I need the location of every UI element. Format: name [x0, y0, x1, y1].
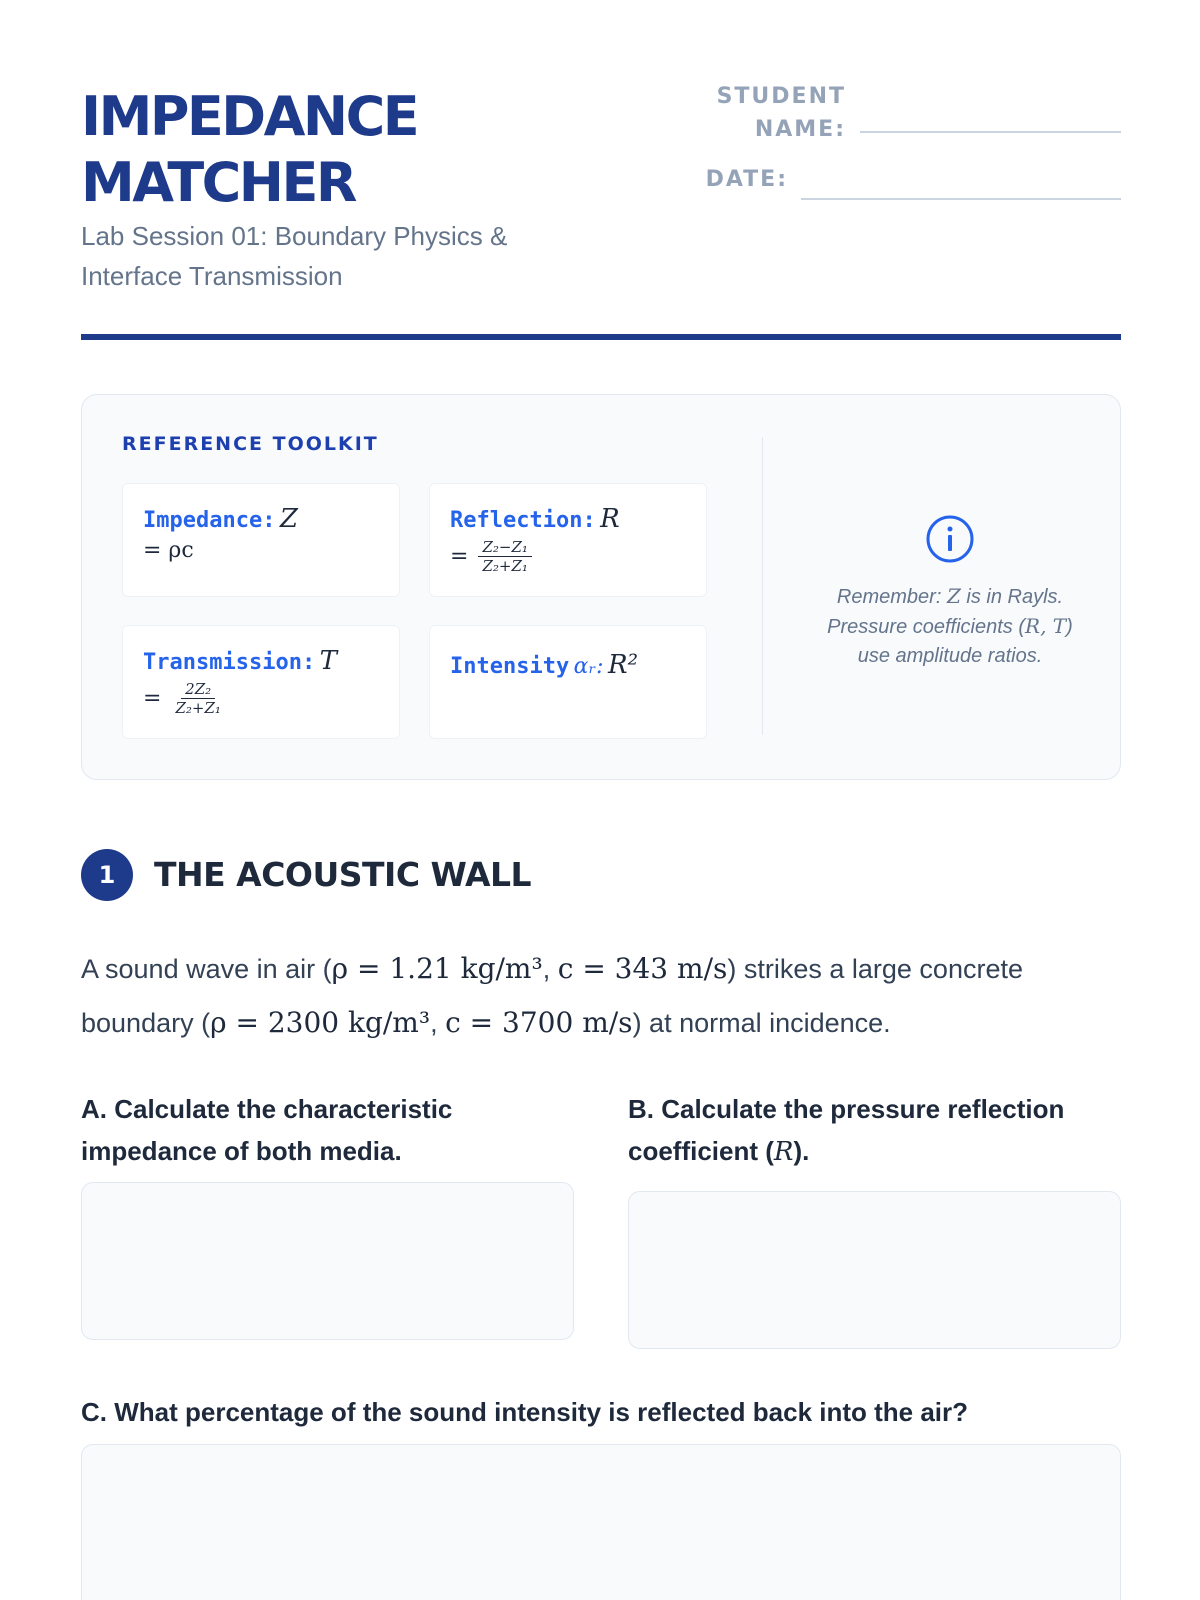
student-name-label [700, 80, 846, 146]
section-title: THE ACOUSTIC WALL [154, 855, 532, 894]
problem-text-2: ) strikes a large concrete boundary ( [81, 954, 1023, 1038]
transmission-fraction [171, 680, 224, 717]
air-density: ρ = 1.21 kg/m³ [331, 952, 543, 985]
question-b-text-1: B. Calculate the pressure reflection coefficient ( [628, 1094, 1065, 1166]
question-c: C. What percentage of the sound intensity is reflected back into the air? [81, 1397, 969, 1427]
toolkit-divider [762, 437, 763, 735]
date-label: DATE: [705, 167, 788, 192]
answer-box-c[interactable] [81, 1444, 1121, 1600]
note-text-1: Remember: [836, 586, 947, 608]
answer-box-a[interactable] [81, 1182, 574, 1340]
student-name-field[interactable] [860, 131, 1121, 133]
reflection-numerator: Z₂−Z₁ [478, 538, 531, 557]
impedance-formula: = ρc [143, 538, 194, 563]
intensity-symbol: R² [608, 650, 639, 680]
transmission-equals: = [143, 686, 162, 711]
problem-text-1: A sound wave in air ( [81, 954, 332, 984]
question-b-symbol: R [773, 1137, 794, 1167]
concrete-density: ρ = 2300 kg/m³ [210, 1006, 431, 1039]
reflection-equals: = [450, 544, 469, 569]
page-title [81, 84, 601, 216]
transmission-denominator: Z₂+Z₁ [175, 699, 221, 717]
impedance-card [122, 483, 400, 597]
question-b [628, 1088, 1098, 1173]
note-text-3: ) use amplitude ratios. [857, 616, 1073, 667]
header-divider [81, 334, 1121, 340]
toolkit-heading: REFERENCE TOOLKIT [122, 433, 379, 455]
answer-box-b[interactable] [628, 1191, 1121, 1349]
page-subtitle: Lab Session 01: Boundary Physics & Interface Transmission [81, 221, 508, 291]
note-text-2: is in Rayls. Pressure coefficients ( [827, 586, 1064, 638]
info-circle-icon [925, 514, 975, 564]
question-b-text-2: ). [793, 1136, 810, 1166]
reflection-symbol: R [600, 504, 620, 534]
toolkit-note [810, 582, 1090, 671]
reflection-card [429, 483, 707, 597]
section-number-badge: 1 [81, 849, 133, 901]
impedance-symbol: Z [279, 504, 298, 534]
reflection-formula [450, 538, 686, 575]
question-a: A. Calculate the characteristic impedance of both media. [81, 1094, 453, 1166]
student-name-label-line-1: STUDENT [716, 84, 846, 109]
title-line-2: MATCHER [81, 151, 355, 214]
transmission-label: Transmission: [143, 650, 316, 675]
title-line-1: IMPEDANCE [81, 85, 418, 148]
problem-statement: A sound wave in air (ρ = 1.21 kg/m³, c = 343 m/s) strikes a large concrete boundary (ρ = 2300 kg/m³, c = 3700 m/s) at normal incidence. [81, 952, 1023, 1039]
reflection-denominator: Z₂+Z₁ [482, 557, 528, 575]
transmission-numerator: 2Z₂ [181, 680, 215, 699]
transmission-symbol: T [319, 646, 337, 676]
transmission-card [122, 625, 400, 739]
intensity-label: Intensity [450, 654, 570, 679]
problem-text-3: ) at normal incidence. [632, 1008, 891, 1038]
reflection-label: Reflection: [450, 508, 596, 533]
student-name-label-line-2: NAME: [754, 117, 846, 142]
concrete-speed: c = 3700 m/s [445, 1006, 633, 1039]
note-rt-symbols: R, T [1025, 614, 1067, 638]
impedance-label: Impedance: [143, 508, 276, 533]
reflection-fraction [478, 538, 531, 575]
intensity-card [429, 625, 707, 739]
reference-toolkit [81, 394, 1121, 780]
intensity-alpha: αᵣ: [573, 654, 604, 679]
note-z-symbol: Z [946, 584, 961, 608]
date-field[interactable] [801, 198, 1121, 200]
transmission-formula [143, 680, 379, 717]
air-speed: c = 343 m/s [557, 952, 728, 985]
